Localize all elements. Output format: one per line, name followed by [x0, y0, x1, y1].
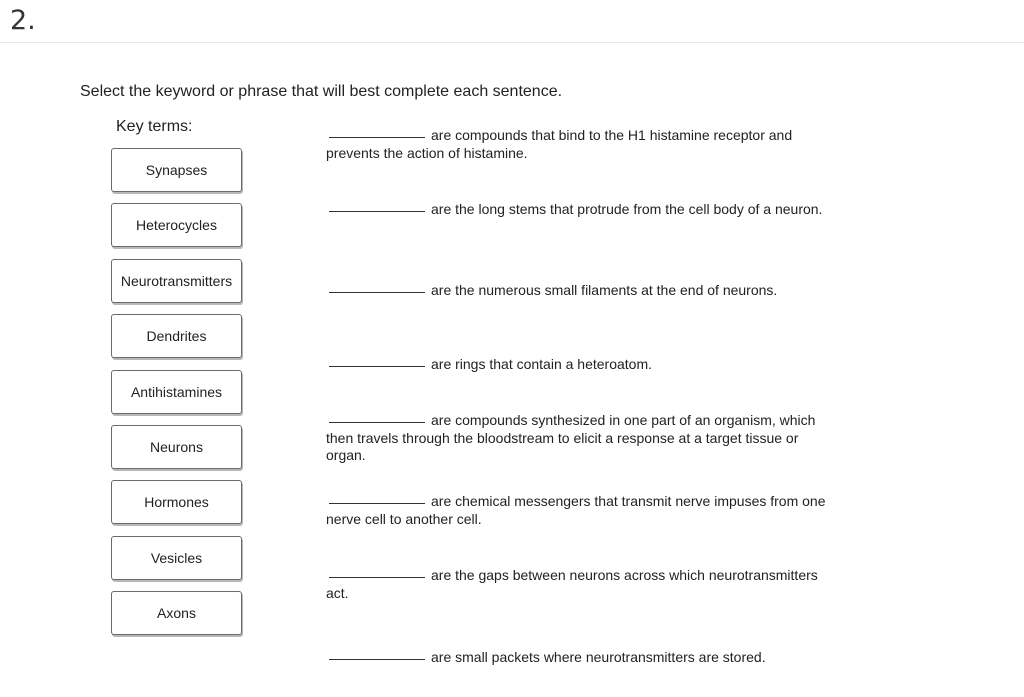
- sentence-4-text: are rings that contain a heteroatom.: [431, 356, 653, 372]
- term-vesicles[interactable]: Vesicles: [111, 536, 242, 580]
- sentence-3: [326, 282, 831, 300]
- instruction-text: Select the keyword or phrase that will best complete each sentence.: [80, 83, 563, 100]
- sentence-7-text: are the gaps between neurons across which neurotransmitters act.: [326, 567, 818, 601]
- term-hormones[interactable]: Hormones: [111, 480, 242, 524]
- answer-blank-3[interactable]: [329, 291, 425, 293]
- sentence-3-text: are the numerous small filaments at the end of neurons.: [431, 282, 778, 298]
- sentence-2-text: are the long stems that protrude from the cell body of a neuron.: [431, 201, 823, 217]
- answer-blank-7[interactable]: [329, 576, 425, 578]
- answer-blank-5[interactable]: [329, 421, 425, 423]
- sentence-4: [326, 356, 831, 374]
- sentence-5: [326, 412, 831, 465]
- answer-blank-1[interactable]: [329, 136, 425, 138]
- sentence-6: [326, 493, 831, 528]
- sentence-2: [326, 201, 831, 219]
- term-antihistamines[interactable]: Antihistamines: [111, 370, 242, 414]
- sentence-6-text: are chemical messengers that transmit nerve impuses from one nerve cell to another cell.: [326, 493, 826, 527]
- answer-blank-8[interactable]: [329, 658, 425, 660]
- term-axons[interactable]: Axons: [111, 591, 242, 635]
- key-terms-label: Key terms:: [116, 118, 193, 135]
- sentence-7: [326, 567, 831, 602]
- answer-blank-2[interactable]: [329, 210, 425, 212]
- term-dendrites[interactable]: Dendrites: [111, 314, 242, 358]
- sentence-5-text: are compounds synthesized in one part of an organism, which then travels through the bloodstream to elicit a response at a target tissue or organ.: [326, 412, 816, 463]
- term-heterocycles[interactable]: Heterocycles: [111, 203, 242, 247]
- sentence-8: [326, 649, 831, 667]
- answer-blank-4[interactable]: [329, 365, 425, 367]
- header-divider: [0, 42, 1024, 43]
- sentence-1: [326, 127, 831, 162]
- question-number: 2.: [10, 5, 36, 36]
- term-synapses[interactable]: Synapses: [111, 148, 242, 192]
- sentence-1-text: are compounds that bind to the H1 histamine receptor and prevents the action of histamine.: [326, 127, 793, 161]
- sentence-8-text: are small packets where neurotransmitters are stored.: [431, 649, 766, 665]
- answer-blank-6[interactable]: [329, 502, 425, 504]
- term-neurons[interactable]: Neurons: [111, 425, 242, 469]
- term-neurotransmitters[interactable]: Neurotransmitters: [111, 259, 242, 303]
